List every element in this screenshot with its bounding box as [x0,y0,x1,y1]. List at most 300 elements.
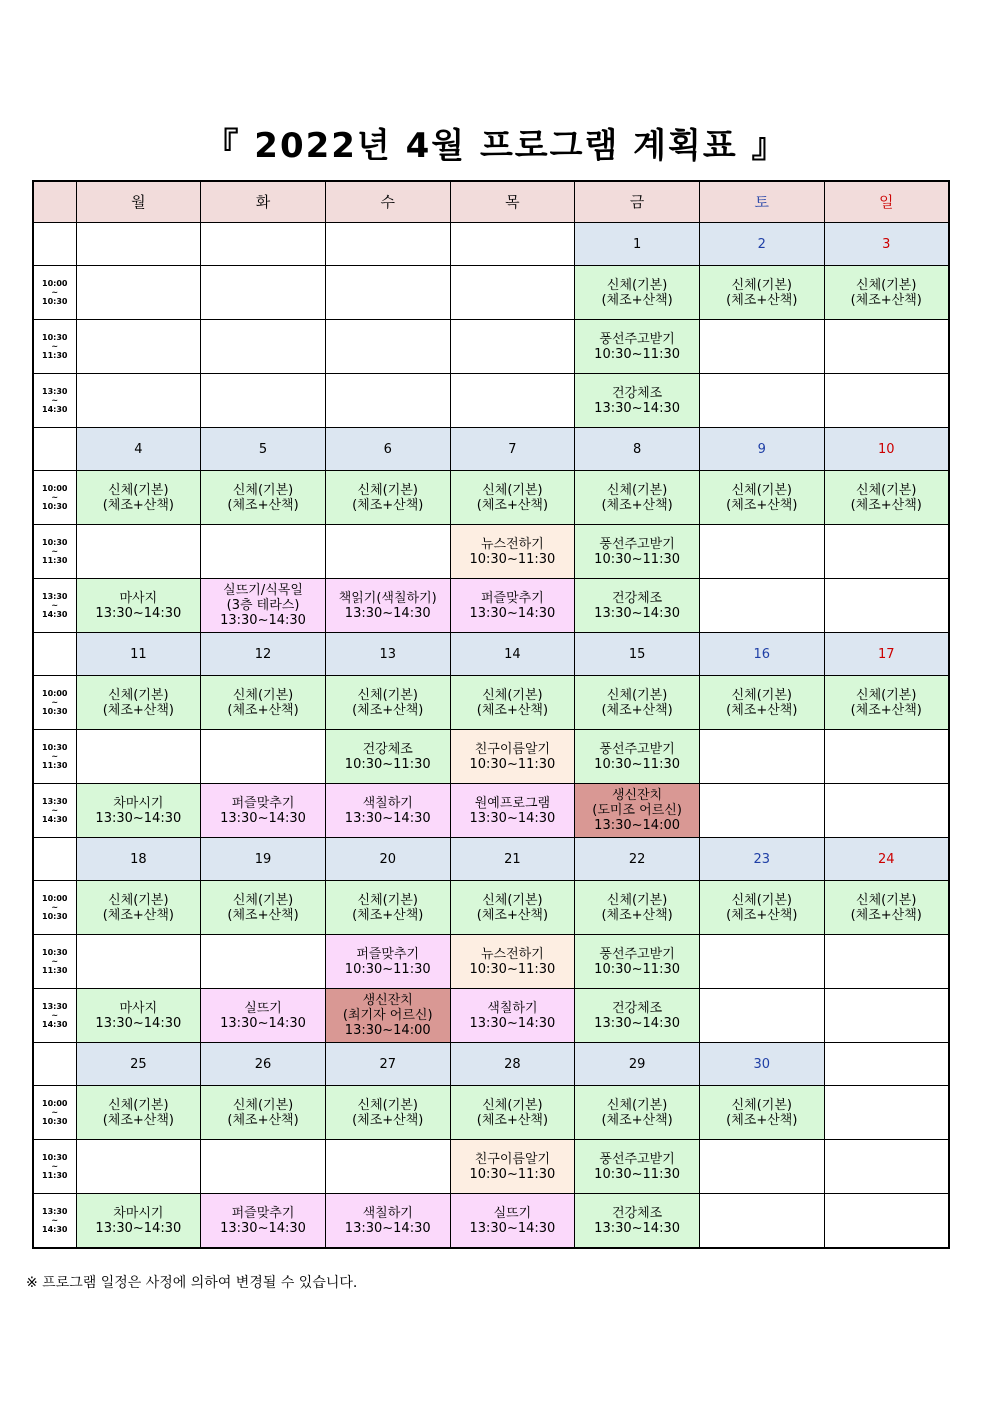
program-line: 신체(기본) [482,1097,543,1113]
empty-cell [824,374,949,428]
date-cell: 11 [76,633,201,676]
program-line: 13:30~14:30 [220,1015,306,1031]
program-cell [450,525,575,579]
program-cell [201,579,326,633]
program-line: 신체(기본) [856,277,917,293]
empty-cell [201,374,326,428]
program-cell [575,1140,700,1194]
program-line: 풍선주고받기 [599,536,675,552]
empty-cell [824,525,949,579]
date-cell: 27 [325,1043,450,1086]
time-slot-label [33,579,76,633]
time-slot-line: ~ [51,493,59,502]
program-line: (체조+산책) [102,1112,174,1128]
weekday-thu: 목 [450,181,575,223]
time-slot-line: 10:00 [42,1099,68,1108]
program-cell [575,676,700,730]
program-line: 신체(기본) [856,482,917,498]
program-line: 신체(기본) [856,687,917,703]
date-cell: 22 [575,838,700,881]
empty-cell [450,266,575,320]
program-line: 10:30~11:30 [594,756,680,772]
date-row [33,633,949,676]
time-slot-line: 14:30 [42,1020,68,1029]
program-line: 신체(기본) [731,1097,792,1113]
program-cell [575,266,700,320]
program-line: 10:30~11:30 [469,756,556,772]
program-cell [325,989,450,1043]
program-cell [76,881,201,935]
program-row [33,266,949,320]
program-row [33,935,949,989]
program-line: (체조+산책) [850,907,922,923]
time-slot-label [33,1140,76,1194]
date-cell: 12 [201,633,326,676]
program-cell [76,579,201,633]
date-row-label [33,1043,76,1086]
program-line: 신체(기본) [357,687,418,703]
date-cell: 14 [450,633,575,676]
program-cell [575,989,700,1043]
program-cell [575,374,700,428]
program-cell [575,525,700,579]
empty-cell [450,374,575,428]
time-slot-line: 11:30 [42,966,68,975]
time-slot-line: ~ [51,698,59,707]
time-slot-line: 10:30 [42,538,68,547]
program-line: 13:30~14:30 [344,810,431,826]
time-slot-label [33,1086,76,1140]
time-slot-line: 13:30 [42,592,68,601]
time-slot-line: 10:30 [42,743,68,752]
program-line: 신체(기본) [232,482,294,498]
program-line: (체조+산책) [352,497,424,513]
program-cell [201,1086,326,1140]
date-cell: 28 [450,1043,575,1086]
empty-cell [824,935,949,989]
program-line: (체조+산책) [352,702,424,718]
program-line: (체조+산책) [726,702,798,718]
program-row [33,374,949,428]
time-slot-line: ~ [51,547,59,556]
time-slot-line: 10:30 [42,297,68,306]
program-line: 신체(기본) [482,892,543,908]
empty-cell [824,989,949,1043]
time-slot-label [33,881,76,935]
program-line: 건강체조 [611,1000,663,1016]
program-line: 풍선주고받기 [599,946,675,962]
program-cell [325,784,450,838]
program-line: 13:30~14:30 [469,1220,556,1236]
program-line: (체조+산책) [850,497,922,513]
time-slot-label [33,676,76,730]
program-line: 색칠하기 [362,795,413,811]
program-line: 10:30~11:30 [594,551,680,567]
program-line: 13:30~14:30 [594,400,680,416]
program-line: 신체(기본) [731,892,792,908]
date-cell: 1 [575,223,700,266]
program-row [33,579,949,633]
time-slot-line: ~ [51,957,59,966]
empty-cell [824,1194,949,1249]
program-line: 실뜨기/식목일 [223,583,303,598]
empty-cell [699,1140,824,1194]
program-line: (체조+산책) [726,497,798,513]
program-line: 풍선주고받기 [599,741,675,757]
time-slot-line: ~ [51,903,59,912]
date-row [33,838,949,881]
program-line: 13:30~14:30 [95,1015,182,1031]
date-cell [824,1043,949,1086]
program-cell [824,676,949,730]
program-cell [325,676,450,730]
weekday-wed: 수 [325,181,450,223]
program-line: (체조+산책) [227,497,299,513]
time-slot-label [33,374,76,428]
schedule-body [33,223,949,1249]
date-cell: 23 [699,838,824,881]
time-slot-line: ~ [51,1011,59,1020]
program-cell [699,881,824,935]
program-line: (체조+산책) [726,907,798,923]
empty-cell [325,374,450,428]
program-line: 신체(기본) [606,687,668,703]
program-line: (체조+산책) [227,907,299,923]
empty-cell [824,579,949,633]
date-cell: 17 [824,633,949,676]
date-cell: 21 [450,838,575,881]
program-line: (도미조 어르신) [592,803,682,818]
program-cell [450,935,575,989]
empty-cell [325,320,450,374]
program-cell [450,471,575,525]
program-line: 신체(기본) [731,277,792,293]
date-cell: 30 [699,1043,824,1086]
program-cell [201,989,326,1043]
date-cell: 25 [76,1043,201,1086]
empty-cell [201,266,326,320]
program-line: 13:30~14:30 [344,1220,431,1236]
program-cell [201,676,326,730]
program-line: 13:30~14:30 [469,1015,556,1031]
time-slot-line: 14:30 [42,1225,68,1234]
program-row [33,676,949,730]
time-slot-line: 11:30 [42,761,68,770]
empty-cell [699,374,824,428]
program-row [33,784,949,838]
program-cell [76,1194,201,1249]
empty-cell [325,525,450,579]
program-line: (체조+산책) [227,702,299,718]
corner-cell [33,181,76,223]
program-line: (체조+산책) [476,1112,549,1128]
time-slot-label [33,471,76,525]
time-slot-label [33,525,76,579]
time-slot-label [33,784,76,838]
program-cell [450,1194,575,1249]
program-line: 13:30~14:30 [220,613,306,628]
program-line: (체조+산책) [726,292,798,308]
time-slot-line: ~ [51,342,59,351]
empty-cell [699,525,824,579]
weekday-fri: 금 [575,181,700,223]
date-cell: 24 [824,838,949,881]
empty-cell [201,320,326,374]
program-line: (체조+산책) [601,292,673,308]
program-line: 신체(기본) [357,482,418,498]
program-line: 건강체조 [611,590,663,606]
time-slot-line: ~ [51,806,59,815]
program-line: 신체(기본) [482,482,543,498]
program-cell [699,471,824,525]
empty-cell [201,525,326,579]
program-line: 건강체조 [362,741,413,757]
empty-cell [699,579,824,633]
program-cell [450,1086,575,1140]
program-line: (체조+산책) [476,497,549,513]
time-slot-line: 14:30 [42,815,68,824]
program-line: 10:30~11:30 [469,1166,556,1182]
program-line: 풍선주고받기 [599,331,675,347]
program-cell [575,1194,700,1249]
weekday-tue: 화 [201,181,326,223]
date-cell: 8 [575,428,700,471]
program-line: (체조+산책) [850,702,922,718]
weekday-header-row [33,181,949,223]
program-line: 10:30~11:30 [469,551,556,567]
program-line: 실뜨기 [244,1000,282,1016]
time-slot-line: 13:30 [42,1002,68,1011]
date-cell: 7 [450,428,575,471]
program-line: 친구이름알기 [474,741,551,757]
program-line: 차마시기 [113,795,164,811]
program-line: (체조+산책) [352,907,424,923]
program-cell [201,881,326,935]
program-line: (체조+산책) [601,702,673,718]
program-cell [76,989,201,1043]
time-slot-line: ~ [51,1162,59,1171]
empty-cell [450,320,575,374]
program-cell [824,471,949,525]
program-line: 뉴스전하기 [481,536,544,552]
time-slot-line: 10:00 [42,484,68,493]
program-line: 13:30~14:00 [344,1023,431,1038]
program-cell [450,1140,575,1194]
time-slot-line: 10:00 [42,279,68,288]
program-line: 차마시기 [113,1205,164,1221]
time-slot-label [33,730,76,784]
empty-cell [824,730,949,784]
date-cell: 19 [201,838,326,881]
empty-cell [824,320,949,374]
time-slot-line: 14:30 [42,610,68,619]
program-line: 신체(기본) [856,892,917,908]
empty-cell [699,730,824,784]
time-slot-line: 11:30 [42,351,68,360]
program-line: (최기자 어르신) [342,1008,433,1023]
program-line: 신체(기본) [357,892,418,908]
program-cell [450,989,575,1043]
program-line: 13:30~14:30 [594,1220,680,1236]
program-line: 신체(기본) [606,482,668,498]
date-cell: 20 [325,838,450,881]
empty-cell [325,1140,450,1194]
program-cell [575,1086,700,1140]
program-cell [575,881,700,935]
date-cell: 4 [76,428,201,471]
empty-cell [699,784,824,838]
program-line: 신체(기본) [232,687,294,703]
program-line: 13:30~14:30 [95,810,182,826]
program-line: (체조+산책) [850,292,922,308]
program-line: 신체(기본) [232,892,294,908]
program-line: 건강체조 [611,1205,663,1221]
program-row [33,1140,949,1194]
time-slot-label [33,989,76,1043]
time-slot-line: 10:00 [42,689,68,698]
program-cell [699,676,824,730]
date-cell [325,223,450,266]
time-slot-label [33,935,76,989]
program-row [33,525,949,579]
time-slot-line: 13:30 [42,387,68,396]
program-line: 신체(기본) [108,892,169,908]
program-cell [201,471,326,525]
time-slot-line: 10:00 [42,894,68,903]
program-cell [450,784,575,838]
program-cell [76,676,201,730]
program-line: 풍선주고받기 [599,1151,675,1167]
weekday-sun: 일 [824,181,949,223]
program-line: 생신잔치 [362,993,413,1008]
empty-cell [201,730,326,784]
program-cell [325,730,450,784]
program-line: 신체(기본) [606,1097,668,1113]
program-line: 13:30~14:30 [469,810,556,826]
program-line: 퍼즐맞추기 [231,795,295,811]
empty-cell [824,1140,949,1194]
program-cell [450,881,575,935]
time-slot-label [33,1194,76,1249]
program-line: 13:30~14:00 [594,818,680,833]
program-line: 책읽기(색칠하기) [338,590,437,606]
program-cell [76,471,201,525]
time-slot-line: ~ [51,1216,59,1225]
program-cell [325,881,450,935]
program-line: 마사지 [119,590,158,606]
program-cell [575,471,700,525]
time-slot-line: 10:30 [42,948,68,957]
program-cell [325,935,450,989]
program-line: 신체(기본) [606,892,668,908]
program-row [33,881,949,935]
program-line: 신체(기본) [108,482,169,498]
program-line: 13:30~14:30 [95,605,182,621]
page-title: 『 2022년 4월 프로그램 계획표 』 [204,126,788,166]
time-slot-line: 10:30 [42,1153,68,1162]
program-line: (체조+산책) [102,702,174,718]
empty-cell [824,784,949,838]
program-line: 신체(기본) [357,1097,418,1113]
empty-cell [76,266,201,320]
empty-cell [699,989,824,1043]
weekday-sat: 토 [699,181,824,223]
time-slot-line: 10:30 [42,333,68,342]
program-line: 13:30~14:30 [469,605,556,621]
date-row-label [33,633,76,676]
program-line: (체조+산책) [476,907,549,923]
program-row [33,1086,949,1140]
program-cell [575,320,700,374]
date-cell [201,223,326,266]
time-slot-line: 11:30 [42,556,68,565]
program-line: 신체(기본) [606,277,668,293]
program-line: 색칠하기 [487,1000,538,1016]
program-cell [76,784,201,838]
footnote: ※ 프로그램 일정은 사정에 의하여 변경될 수 있습니다. [26,1275,358,1291]
program-cell [450,730,575,784]
program-line: 10:30~11:30 [594,1166,680,1182]
program-cell [575,784,700,838]
time-slot-line: 14:30 [42,405,68,414]
program-line: 건강체조 [611,385,663,401]
date-cell: 26 [201,1043,326,1086]
program-line: (체조+산책) [601,907,673,923]
time-slot-line: 10:30 [42,707,68,716]
program-cell [699,266,824,320]
program-line: 신체(기본) [108,1097,169,1113]
program-line: 신체(기본) [731,687,792,703]
weekday-mon: 월 [76,181,201,223]
date-cell: 10 [824,428,949,471]
program-cell [325,1194,450,1249]
schedule-table [32,180,950,1249]
empty-cell [325,266,450,320]
program-cell [325,579,450,633]
date-row-label [33,428,76,471]
program-cell [325,1086,450,1140]
program-line: 생신잔치 [611,788,663,803]
date-cell: 9 [699,428,824,471]
date-row [33,223,949,266]
program-line: (3층 테라스) [226,598,300,613]
program-cell [575,935,700,989]
date-cell: 16 [699,633,824,676]
date-row-label [33,838,76,881]
program-cell [699,1086,824,1140]
time-slot-label [33,266,76,320]
time-slot-line: 10:30 [42,502,68,511]
program-line: 13:30~14:30 [220,1220,306,1236]
date-cell: 18 [76,838,201,881]
date-cell: 15 [575,633,700,676]
date-cell: 13 [325,633,450,676]
program-cell [824,266,949,320]
time-slot-line: ~ [51,396,59,405]
date-cell: 29 [575,1043,700,1086]
program-line: 실뜨기 [493,1205,532,1221]
program-line: 뉴스전하기 [481,946,544,962]
program-line: 13:30~14:30 [594,605,680,621]
time-slot-line: 10:30 [42,912,68,921]
program-row [33,1194,949,1249]
program-line: 퍼즐맞추기 [481,590,544,606]
program-line: 신체(기본) [482,687,543,703]
time-slot-line: 10:30 [42,1117,68,1126]
time-slot-label [33,320,76,374]
time-slot-line: ~ [51,1108,59,1117]
program-line: 원예프로그램 [474,795,551,811]
